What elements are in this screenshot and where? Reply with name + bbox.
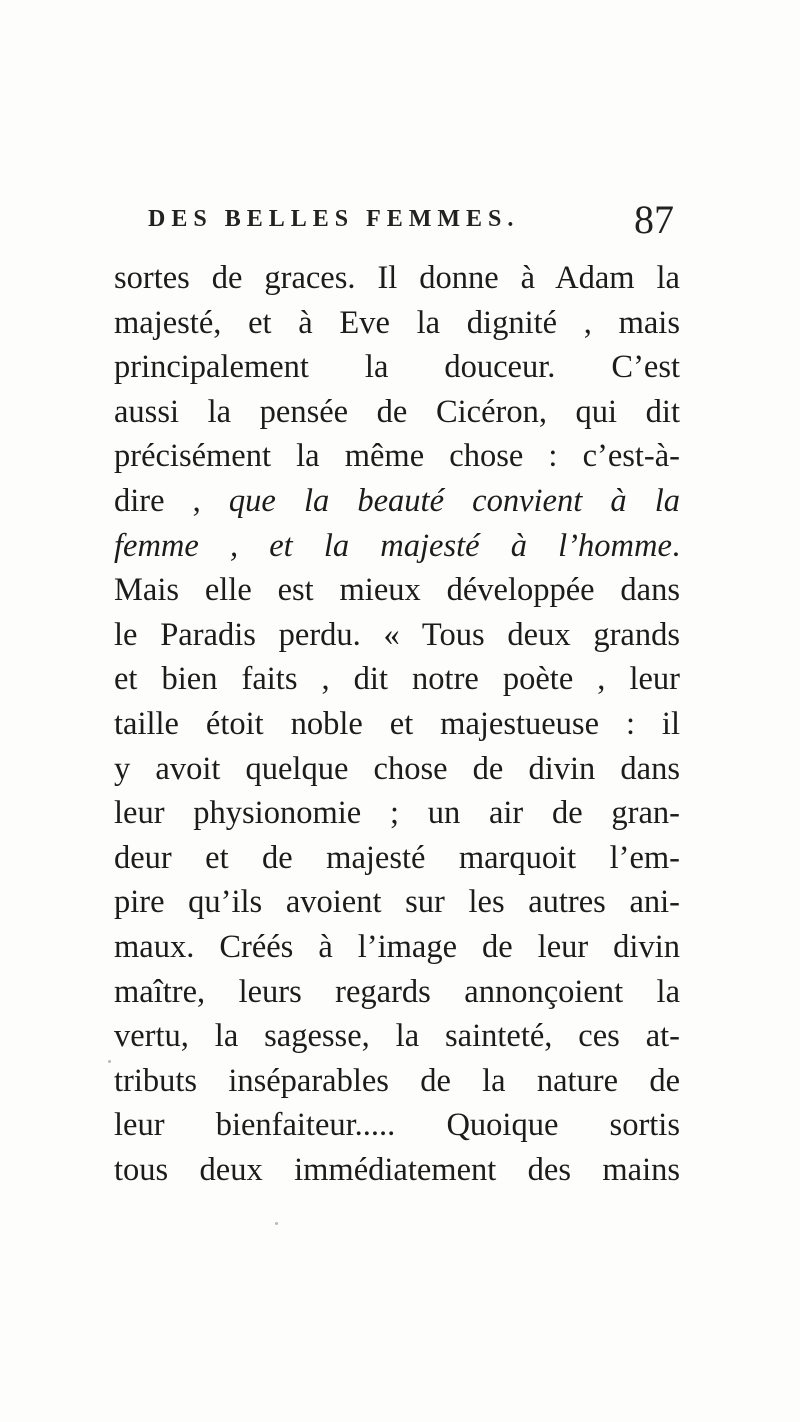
text-line: y avoit quelque chose de divin dans [114, 750, 680, 787]
text-line: et bien faits , dit notre poète , leur [114, 661, 680, 698]
text-line: le Paradis perdu. « Tous deux grands [114, 616, 680, 653]
text-line: aussi la pensée de Cicéron, qui dit [114, 393, 680, 430]
italic-span: femme , et la majesté à l’homme [114, 527, 672, 564]
text-line: leur bienfaiteur..... Quoique sortis [114, 1107, 680, 1144]
text-line: taille étoit noble et majestueuse : il [114, 705, 680, 742]
text-line: maux. Créés à l’image de leur divin [114, 928, 680, 965]
body-text [114, 256, 680, 1192]
page-number: 87 [634, 197, 674, 242]
text-span: . [671, 527, 680, 564]
italic-span: que la beauté convient à la [228, 482, 681, 519]
text-line: précisément la même chose : c’est-à- [114, 438, 680, 475]
text-line: vertu, la sagesse, la sainteté, ces at- [114, 1018, 680, 1055]
text-line: deur et de majesté marquoit l’em- [114, 839, 680, 876]
paper-speck [108, 1060, 111, 1063]
text-line: majesté, et à Eve la dignité , mais [114, 304, 680, 341]
text-line: leur physionomie ; un air de gran- [114, 795, 680, 832]
text-line: tous deux immédiatement des mains [114, 1151, 680, 1188]
running-head [112, 196, 680, 252]
text-line: principalement la douceur. C’est [114, 349, 680, 386]
text-span: dire , [114, 482, 229, 519]
text-line: sortes de graces. Il donne à Adam la [114, 260, 680, 296]
running-title: DES BELLES FEMMES. [148, 206, 520, 232]
text-line: Mais elle est mieux développée dans [114, 572, 680, 609]
text-line: tributs inséparables de la nature de [114, 1062, 680, 1099]
text-line [114, 479, 680, 524]
text-line [114, 524, 680, 569]
paper-speck [275, 1222, 278, 1225]
text-line: pire qu’ils avoient sur les autres ani- [114, 884, 680, 921]
text-line: maître, leurs regards annonçoient la [114, 973, 680, 1010]
